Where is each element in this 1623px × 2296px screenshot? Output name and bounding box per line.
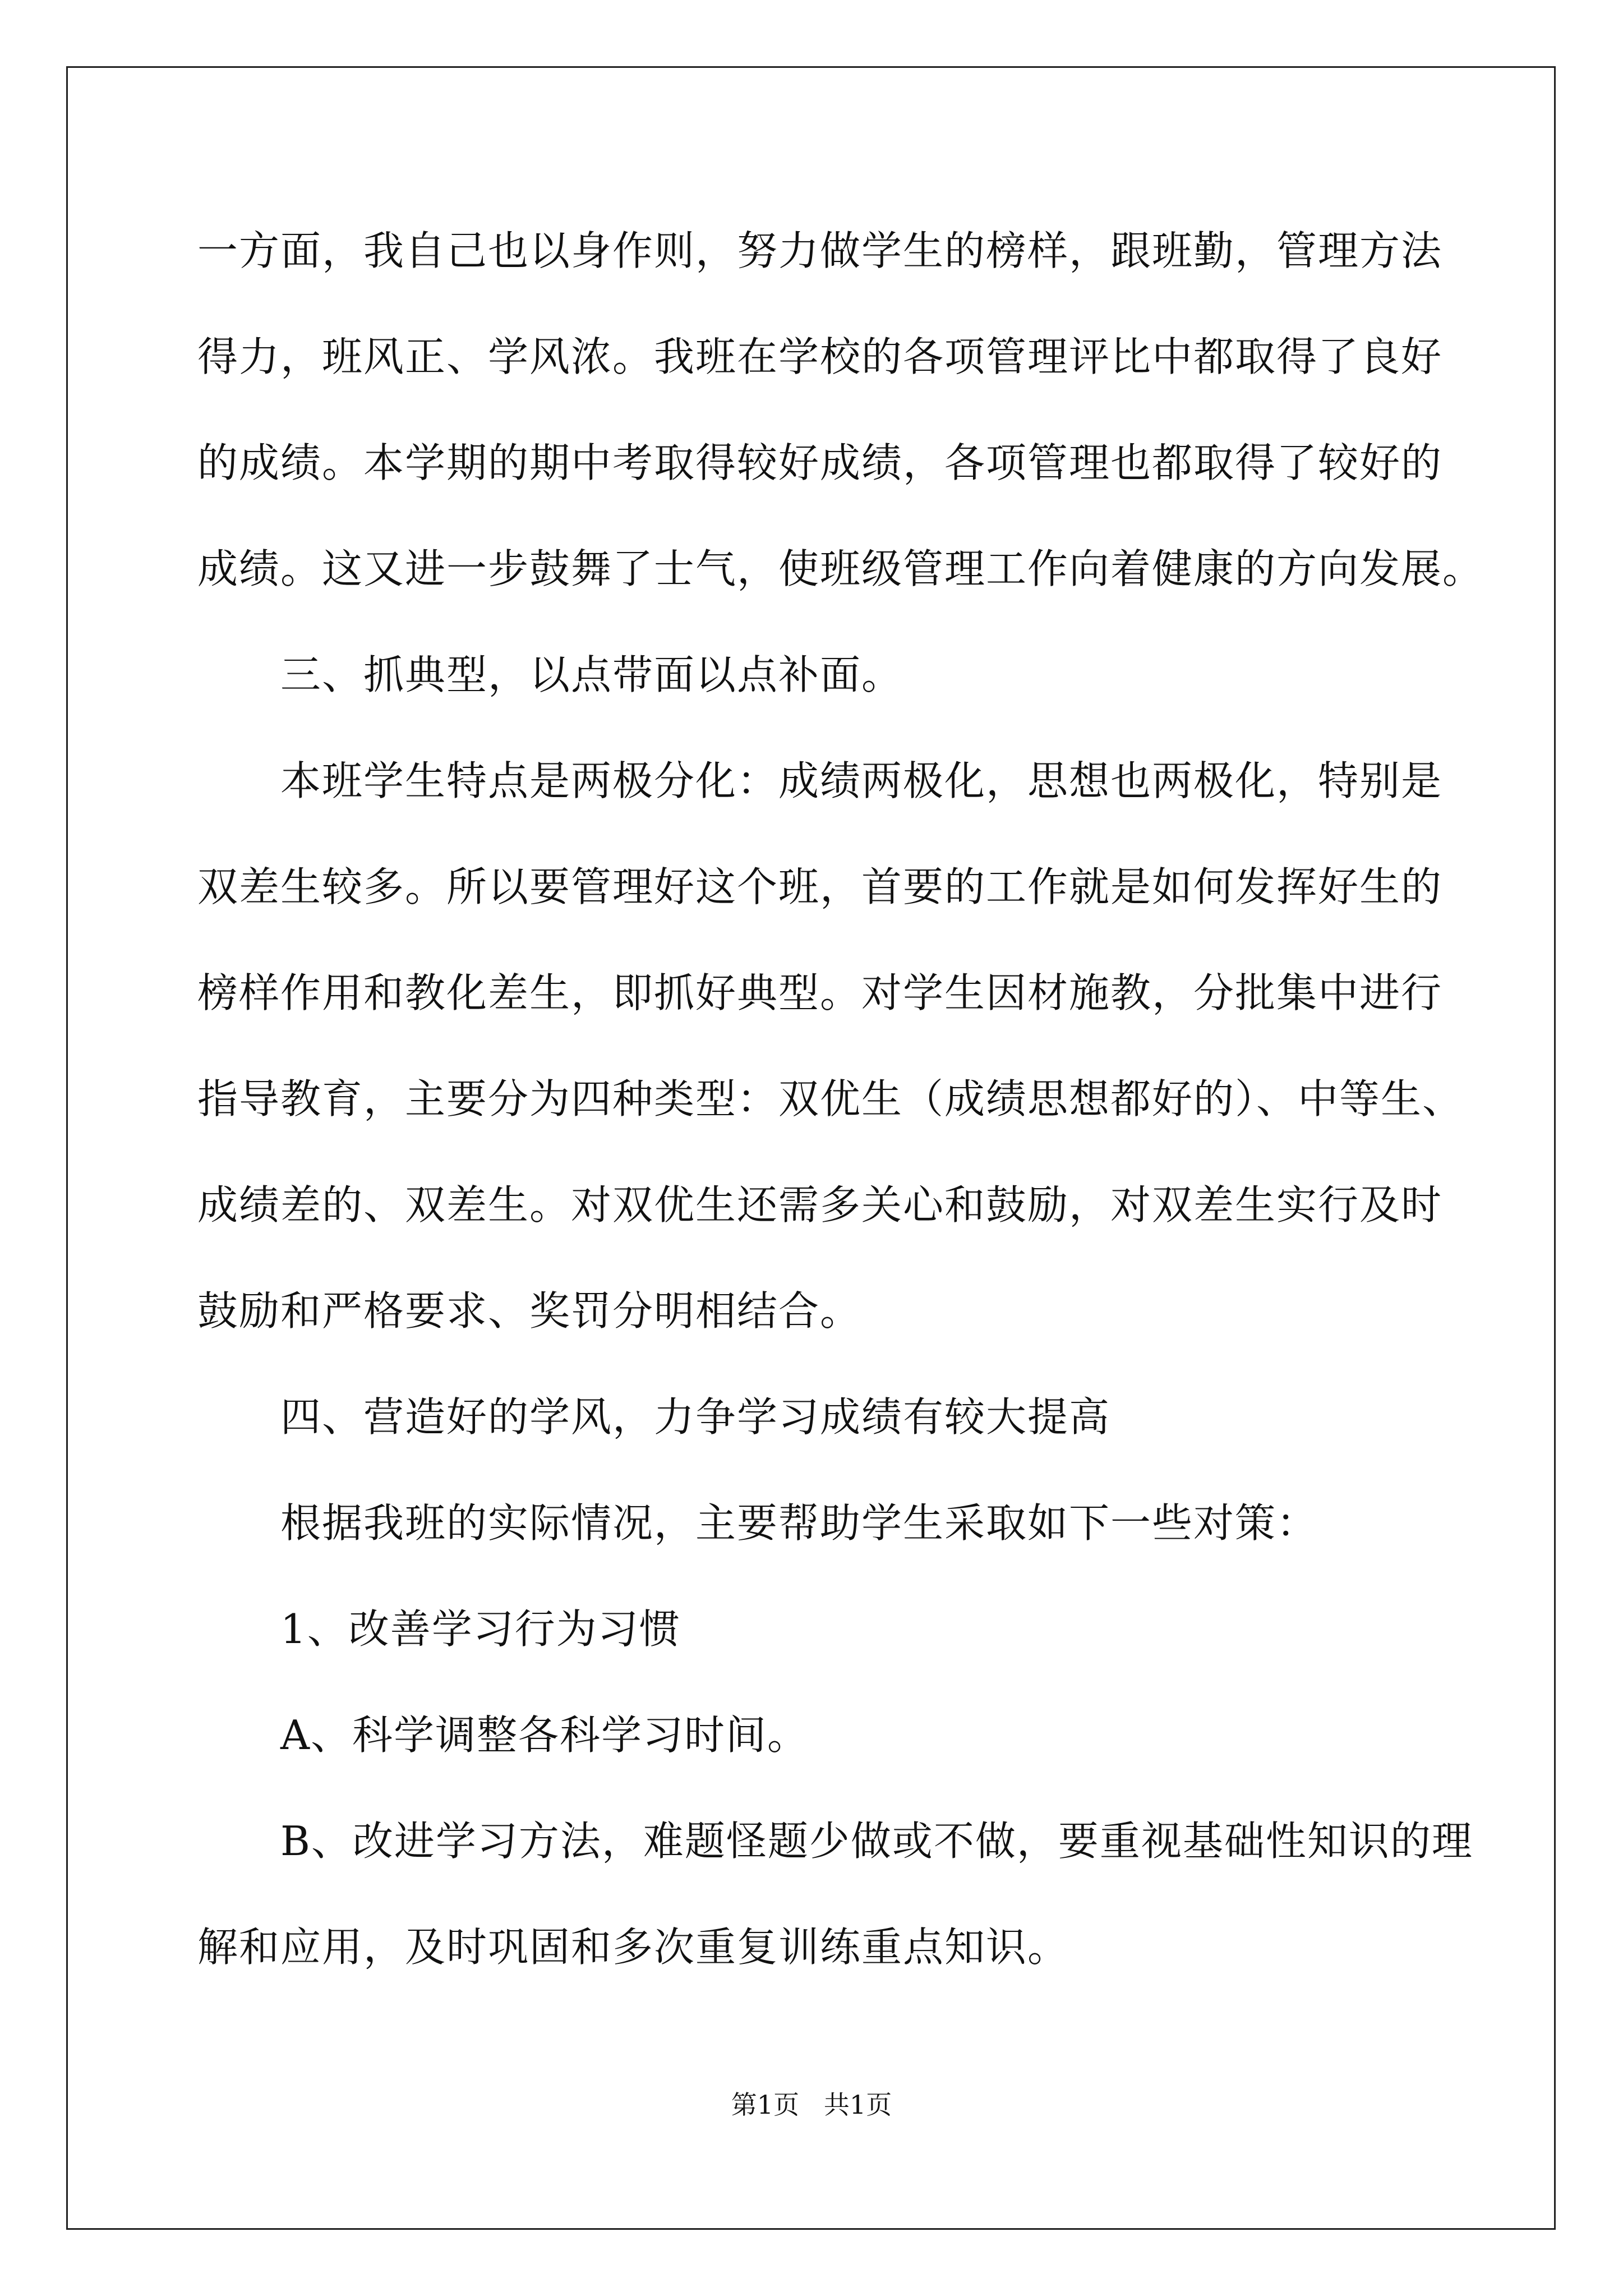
body-text-line: 榜样作用和教化差生，即抓好典型。对学生因材施教，分批集中进行 (197, 969, 1443, 1016)
body-text-line: 解和应用，及时巩固和多次重复训练重点知识。 (197, 1924, 1069, 1971)
body-text-line: 双差生较多。所以要管理好这个班，首要的工作就是如何发挥好生的 (197, 863, 1443, 910)
list-item-heading: 1、改善学习行为习惯 (280, 1605, 681, 1653)
body-text-line: 的成绩。本学期的期中考取得较好成绩，各项管理也都取得了较好的 (197, 439, 1443, 486)
page-border (66, 66, 1556, 2230)
page-number: 第1页 共1页 (731, 2090, 892, 2120)
section-heading: 三、抓典型，以点带面以点补面。 (280, 651, 903, 698)
body-text-line: 成绩。这又进一步鼓舞了士气，使班级管理工作向着健康的方向发展。 (197, 545, 1484, 592)
body-text-line: 指导教育，主要分为四种类型：双优生（成绩思想都好的）、中等生、 (197, 1075, 1464, 1122)
paragraph-start-line: 本班学生特点是两极分化：成绩两极化，思想也两极化，特别是 (280, 757, 1443, 804)
body-text-line: 鼓励和严格要求、奖罚分明相结合。 (197, 1287, 862, 1335)
body-text-line: 一方面，我自己也以身作则，努力做学生的榜样，跟班勤，管理方法 (197, 227, 1443, 274)
paragraph-start-line: 根据我班的实际情况，主要帮助学生采取如下一些对策： (280, 1499, 1318, 1547)
section-heading: 四、营造好的学风，力争学习成绩有较大提高 (280, 1393, 1111, 1441)
body-text-line: 得力，班风正、学风浓。我班在学校的各项管理评比中都取得了良好 (197, 333, 1443, 380)
body-text-line: 成绩差的、双差生。对双优生还需多关心和鼓励，对双差生实行及时 (197, 1181, 1443, 1228)
list-item: B、改进学习方法，难题怪题少做或不做，要重视基础性知识的理 (280, 1818, 1473, 1865)
list-item: A、科学调整各科学习时间。 (280, 1711, 809, 1759)
